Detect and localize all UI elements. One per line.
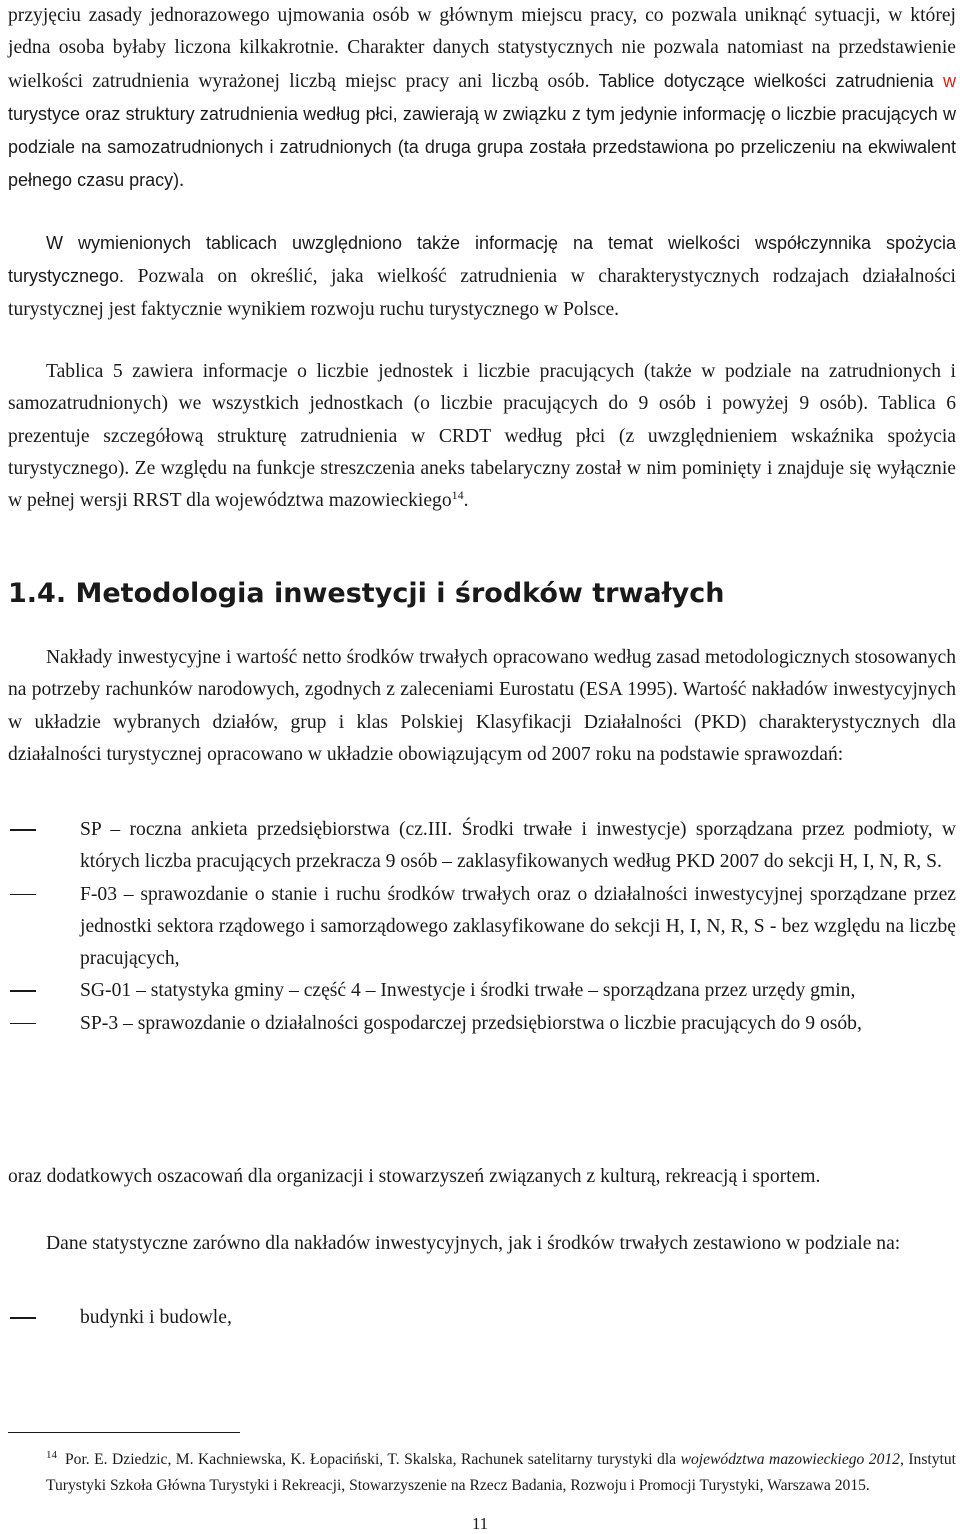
list-item [8,1008,956,1040]
footnote [46,1442,956,1499]
list-item-text: budynki i budowle, [80,1307,232,1328]
dash-bullet [10,990,36,992]
paragraph-additional-estimates: oraz dodatkowych oszacowań dla organizacji i stowarzyszeń związanych z kulturą, rekreacją i sportem. [8,1166,821,1187]
paragraph-text: Charakter danych statystycznych nie pozwala natomiast na przedstawienie wielkości zatrudnienia wyrażonej liczbą miejsc pracy ani liczbą osób. [8,37,956,92]
footnote-separator [8,1432,240,1433]
highlighted-word: w [943,70,956,91]
list-item-text: SG-01 – statystyka gminy – część 4 – Inwestycje i środki trwałe – sporządzana przez urzędy gmin, [80,980,856,1002]
list-item-text: F-03 – sprawozdanie o stanie i ruchu środków trwałych oraz o działalności inwestycyjnej sporządzane przez jednostki sektora rządowego i samorządowego zaklasyfikowane do sekcji H, I, N, R, S - bez względu na liczbę pracujących, [80,883,956,970]
dash-bullet [10,829,36,831]
section-heading: 1.4. Metodologia inwestycji i środków trwałych [8,578,725,609]
dash-bullet [10,1023,36,1025]
reports-list [8,814,956,1040]
paragraph-text: Pozwala on określić, jaka wielkość zatrudnienia w charakterystycznych rodzajach działalności turystycznej jest faktycznie wynikiem rozwoju ruchu turystycznego w Polsce. [8,266,956,320]
list-item [8,814,956,879]
list-item-text: SP – roczna ankieta przedsiębiorstwa (cz.III. Środki trwałe i inwestycje) sporządzana przez podmioty, w których liczba pracujących przekracza 9 osób – zaklasyfikowanych według PKD 2007 do sekcji H, I, N, R, S. [80,819,956,873]
footnote-marker: 14 [46,1449,57,1461]
dash-bullet [10,1317,36,1319]
footnote-reference[interactable]: 14 [451,488,464,503]
footnote-title: Rachunek satelitarny turystyki dla [460,1451,681,1468]
list-item-text: SP-3 – sprawozdanie o działalności gospodarczej przedsiębiorstwa o liczbie pracujących do 9 osób, [80,1012,862,1034]
dash-bullet [10,894,36,896]
paragraph-text: . [463,490,469,512]
paragraph-investment-method: Nakłady inwestycyjne i wartość netto środków trwałych opracowano według zasad metodologicznych stosowanych na potrzeby rachunków narodowych, zgodnych z zaleceniami Eurostatu (ESA 1995). Wartość nakładów inwestycyjnych w układzie wybranych działów, grup i klas Polskiej Klasyfikacji Działalności (PKD) charakterystycznych dla działalności turystycznej opracowano w układzie obowiązującym od 2007 roku na podstawie sprawozdań: [8,647,956,765]
footnote-title-italic: województwa mazowieckiego 2012 [680,1451,900,1468]
paragraph-consumption-ratio [8,227,956,326]
paragraph-data-breakdown: Dane statystyczne zarówno dla nakładów inwestycyjnych, jak i środków trwałych zestawiono w podziale na: [46,1233,901,1254]
paragraph-text: Tablice dotyczące wielkości zatrudnienia [589,70,943,91]
paragraph-text: turystyce oraz struktury zatrudnienia według płci, zawierają w związku z tym jedynie informację o liczbie pracujących w podziale na samozatrudnionych i zatrudnionych (ta druga grupa została przedstawiona po przeliczeniu na ekwiwalent pełnego czasu pracy) [8,103,956,191]
list-item [8,879,956,976]
paragraph-employment-method [8,0,956,198]
footnote-authors: Por. E. Dziedzic, M. Kachniewska, K. Łopaciński, T. Skalska, [65,1451,461,1468]
paragraph-text: przyjęciu zasady jednorazowego ujmowania osób w głównym miejscu pracy, co pozwala uniknąć sytuacji, w której jedna osoba byłaby liczona kilkakrotnie. [8,5,956,59]
list-item [8,975,956,1007]
paragraph-tables-description [8,356,956,517]
paragraph-text: Tablica 5 zawiera informacje o liczbie jednostek i liczbie pracujących (także w podziale na zatrudnionych i samozatrudnionych) we wszystkich jednostkach (o liczbie pracujących do 9 osób i powyżej 9 osób). Tablica 6 prezentuje szczegółową strukturę zatrudnienia w CRDT według płci (z uwzględnieniem wskaźnika spożycia turystycznego). Ze względu na funkcje streszczenia aneks tabelaryczny został w nim pominięty i znajduje się wyłącznie w pełnej wersji RRST dla województwa mazowieckiego [8,361,956,512]
page-number: 11 [471,1514,489,1533]
list-item [8,1302,956,1334]
paragraph-text: W wymienionych tablicach uwzględniono także informację na temat wielkości współczynnika spożycia turystycznego. [8,233,956,287]
categories-list [8,1302,956,1334]
paragraph-text: . [179,170,185,192]
footnote-publisher: , Instytut Turystyki Szkoła Główna Turystyki i Rekreacji, Stowarzyszenie na Rzecz Badania, Rozwoju i Promocji Turystyki, Warszawa 2015. [46,1451,956,1494]
